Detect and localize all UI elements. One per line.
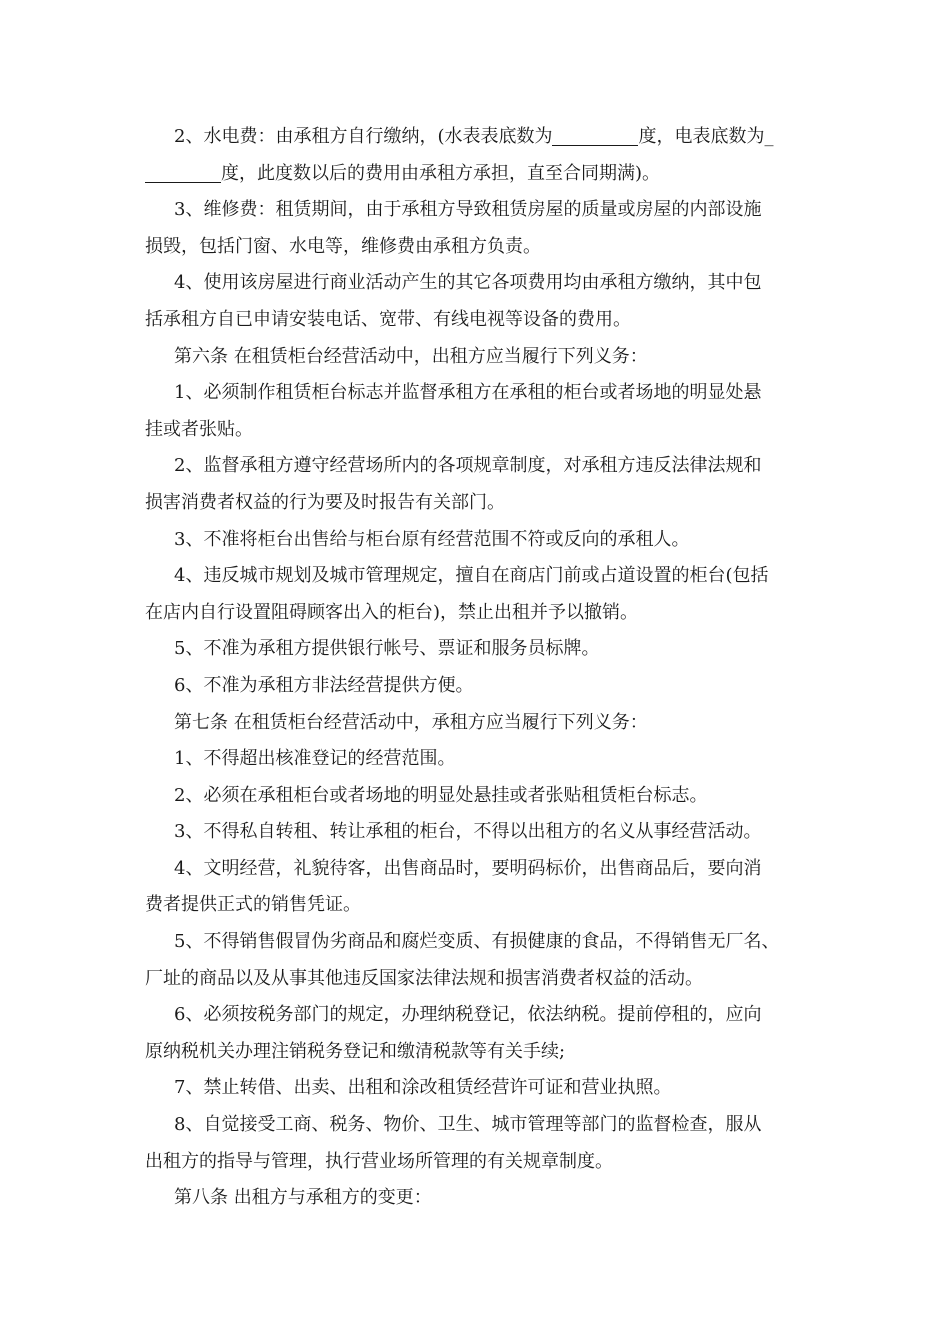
text-line: [145, 778, 805, 815]
text-line: [145, 1034, 805, 1071]
text-line: [145, 192, 805, 229]
article-heading: [145, 339, 805, 376]
text-line: [145, 631, 805, 668]
text-line: [145, 375, 805, 412]
line-text: 1、必须制作租赁柜台标志并监督承租方在承租的柜台或者场地的明显处悬: [174, 382, 762, 404]
text-line: [145, 558, 805, 595]
line-text: 第六条 在租赁柜台经营活动中，出租方应当履行下列义务：: [174, 345, 648, 367]
fill-blank: [552, 125, 638, 146]
text-line: [145, 412, 805, 449]
line-text: 第八条 出租方与承租方的变更：: [174, 1187, 432, 1209]
line-text: 厂址的商品以及从事其他违反国家法律法规和损害消费者权益的活动。: [145, 967, 703, 989]
fill-blank: [145, 162, 221, 183]
text-line: [145, 887, 805, 924]
line-text: 出租方的指导与管理，执行营业场所管理的有关规章制度。: [145, 1150, 613, 1172]
text-line: [145, 1144, 805, 1181]
line-text: 3、不得私自转租、转让承租的柜台，不得以出租方的名义从事经营活动。: [174, 821, 762, 843]
text-line: [145, 851, 805, 888]
line-text: 1、不得超出核准登记的经营范围。: [174, 748, 456, 770]
line-text: 3、维修费：租赁期间，由于承租方导致租赁房屋的质量或房屋的内部设施: [174, 199, 762, 221]
line-text: 8、自觉接受工商、税务、物价、卫生、城市管理等部门的监督检查，服从: [174, 1114, 762, 1136]
line-text: 费者提供正式的销售凭证。: [145, 894, 361, 916]
article-heading: [145, 1180, 805, 1217]
line-text: 损害消费者权益的行为要及时报告有关部门。: [145, 491, 505, 513]
line-text: 2、监督承租方遵守经营场所内的各项规章制度，对承租方违反法律法规和: [174, 455, 762, 477]
text-line: [145, 1107, 805, 1144]
line-text: 6、不准为承租方非法经营提供方便。: [174, 674, 474, 696]
line-text: 损毁，包括门窗、水电等，维修费由承租方负责。: [145, 235, 541, 257]
article-heading: [145, 705, 805, 742]
text-line: [145, 485, 805, 522]
line-text: 度，电表底数为_: [638, 126, 774, 147]
line-text: 6、必须按税务部门的规定，办理纳税登记，依法纳税。提前停租的，应向: [174, 1004, 762, 1026]
line-text: 3、不准将柜台出售给与柜台原有经营范围不符或反向的承租人。: [174, 528, 690, 550]
text-line: [145, 741, 805, 778]
line-text: 2、必须在承租柜台或者场地的明显处悬挂或者张贴租赁柜台标志。: [174, 784, 708, 806]
line-text: 5、不得销售假冒伪劣商品和腐烂变质、有损健康的食品，不得销售无厂名、: [174, 931, 780, 953]
line-text: 4、文明经营，礼貌待客，出售商品时，要明码标价，出售商品后，要向消: [174, 857, 762, 879]
text-line: [145, 1070, 805, 1107]
text-line: [145, 265, 805, 302]
text-line: [145, 119, 805, 156]
line-text: 第七条 在租赁柜台经营活动中，承租方应当履行下列义务：: [174, 711, 648, 733]
text-line: [145, 302, 805, 339]
line-text: 5、不准为承租方提供银行帐号、票证和服务员标牌。: [174, 638, 600, 660]
text-line: [145, 229, 805, 266]
text-line: [145, 448, 805, 485]
text-line: [145, 668, 805, 705]
line-text: 括承租方自已申请安装电话、宽带、有线电视等设备的费用。: [145, 308, 631, 330]
text-line: [145, 997, 805, 1034]
line-text: 7、禁止转借、出卖、出租和涂改租赁经营许可证和营业执照。: [174, 1077, 672, 1099]
text-line: [145, 156, 805, 193]
line-text: 4、违反城市规划及城市管理规定，擅自在商店门前或占道设置的柜台(包括: [174, 565, 769, 587]
line-text: 2、水电费：由承租方自行缴纳，(水表表底数为: [174, 126, 553, 147]
text-line: [145, 924, 805, 961]
line-text: 度，此度数以后的费用由承租方承担，直至合同期满)。: [221, 162, 661, 184]
text-line: [145, 961, 805, 998]
text-line: [145, 595, 805, 632]
text-line: [145, 522, 805, 559]
document-body: [145, 119, 805, 1217]
line-text: 挂或者张贴。: [145, 418, 253, 440]
line-text: 在店内自行设置阻碍顾客出入的柜台)，禁止出租并予以撤销。: [145, 601, 639, 623]
line-text: 4、使用该房屋进行商业活动产生的其它各项费用均由承租方缴纳，其中包: [174, 272, 762, 294]
text-line: [145, 814, 805, 851]
line-text: 原纳税机关办理注销税务登记和缴清税款等有关手续;: [145, 1040, 566, 1062]
